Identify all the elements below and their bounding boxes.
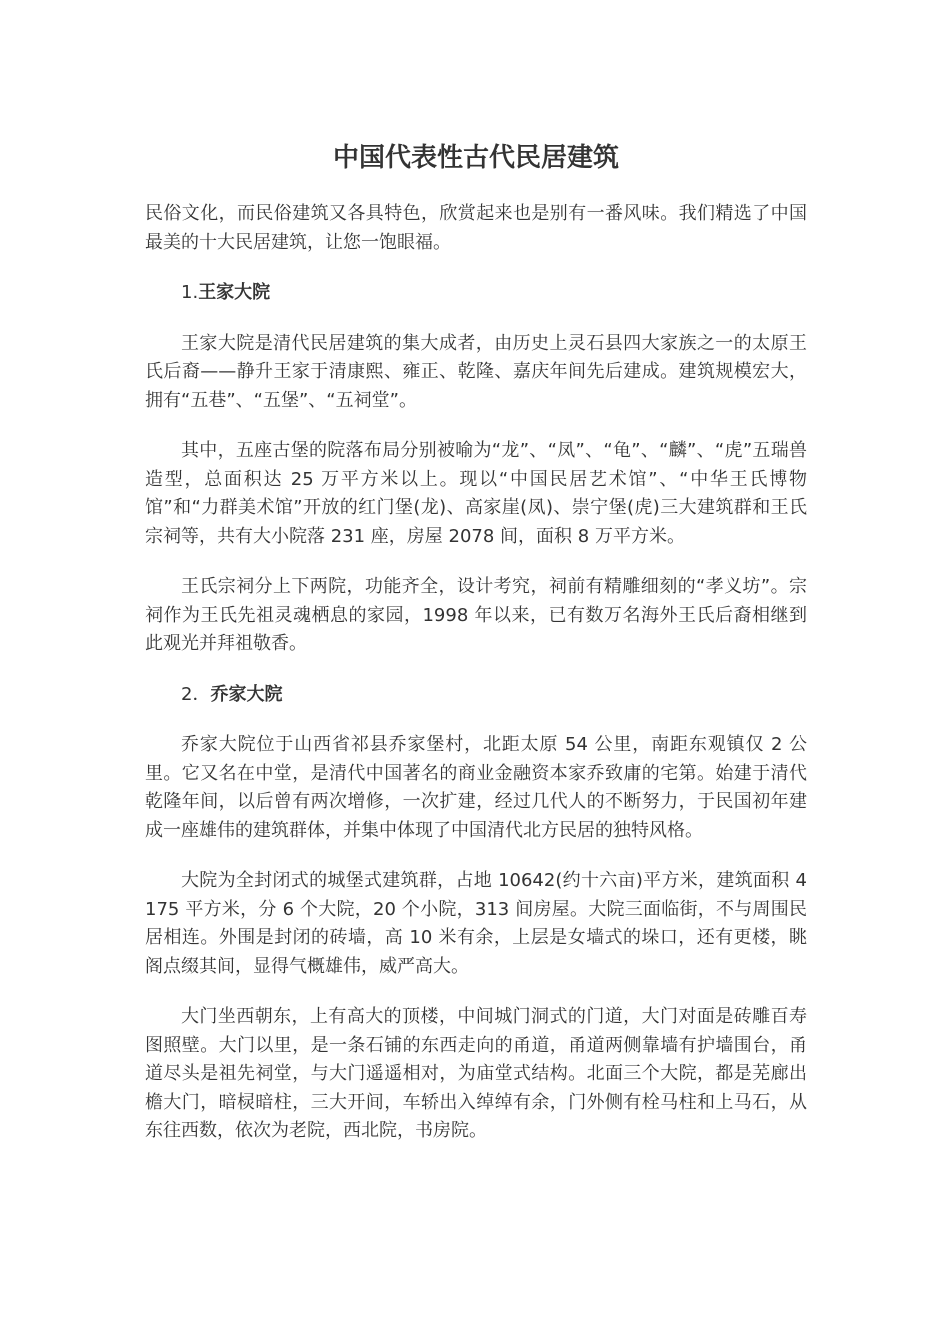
- section-number: 2．: [181, 683, 211, 705]
- body-paragraph: 乔家大院位于山西省祁县乔家堡村，北距太原 54 公里，南距东观镇仅 2 公里。它又名在中堂，是清代中国著名的商业金融资本家乔致庸的宅第。始建于清代乾隆年间，以后曾有两次增修，一次扩建，经过几代人的不断努力，于民国初年建成一座雄伟的建筑群体，并集中体现了中国清代北方民居的独特风格。: [145, 734, 807, 841]
- document-page: [145, 138, 807, 1168]
- page-title: 中国代表性古代民居建筑: [332, 143, 619, 173]
- section-name: 乔家大院: [210, 683, 283, 705]
- section-heading-wang: [145, 279, 807, 308]
- section-name: 王家大院: [198, 282, 271, 303]
- body-paragraph: 王氏宗祠分上下两院，功能齐全，设计考究，祠前有精雕细刻的“孝义坊”。宗祠作为王氏先祖灵魂栖息的家园，1998 年以来，已有数万名海外王氏后裔相继到此观光并拜祖敬香。: [145, 576, 807, 654]
- intro-paragraph: 民俗文化，而民俗建筑又各具特色，欣赏起来也是别有一番风味。我们精选了中国最美的十大民居建筑，让您一饱眼福。: [145, 203, 807, 253]
- section-number: 1.: [181, 282, 199, 303]
- body-paragraph: 大院为全封闭式的城堡式建筑群，占地 10642(约十六亩)平方米，建筑面积 4175 平方米，分 6 个大院，20 个小院，313 间房屋。大院三面临街，不与周围民居相连。外围是封闭的砖墙，高 10 米有余，上层是女墙式的垛口，还有更楼，眺阁点缀其间，显得气概雄伟，威严高大。: [145, 870, 807, 977]
- body-paragraph: 大门坐西朝东，上有高大的顶楼，中间城门洞式的门道，大门对面是砖雕百寿图照壁。大门以里，是一条石铺的东西走向的甬道，甬道两侧靠墙有护墙围台，甬道尽头是祖先祠堂，与大门遥遥相对，为庙堂式结构。北面三个大院，都是芜廊出檐大门，暗棂暗柱，三大开间，车轿出入绰绰有余，门外侧有栓马柱和上马石，从东往西数，依次为老院，西北院，书房院。: [145, 1006, 807, 1141]
- body-paragraph: 其中，五座古堡的院落布局分别被喻为“龙”、“凤”、“龟”、“麟”、“虎”五瑞兽造型，总面积达 25 万平方米以上。现以“中国民居艺术馆”、“中华王氏博物馆”和“力群美术馆”开放的红门堡(龙)、高家崖(凤)、崇宁堡(虎)三大建筑群和王氏宗祠等，共有大小院落 231 座，房屋 2078 间，面积 8 万平方米。: [145, 440, 807, 547]
- body-paragraph: 王家大院是清代民居建筑的集大成者，由历史上灵石县四大家族之一的太原王氏后裔——静升王家于清康熙、雍正、乾隆、嘉庆年间先后建成。建筑规模宏大，拥有“五巷”、“五堡”、“五祠堂”。: [145, 332, 807, 411]
- section-heading-qiao: [145, 681, 807, 710]
